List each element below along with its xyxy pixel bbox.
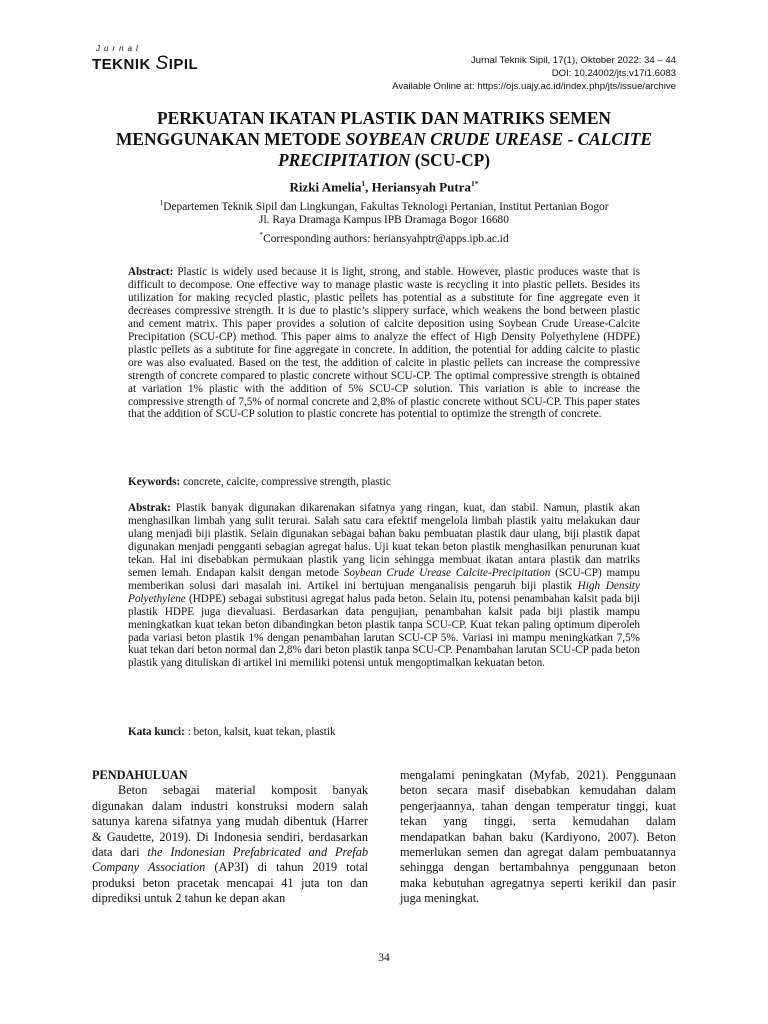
- intro-paragraph: Beton sebagai material komposit banyak digunakan dalam industri konstruksi modern salah satunya karena sifatnya yang mudah dibentuk (Harrer & Gaudette, 2019). Di Indonesia sendiri, berdasarkan data dari the Indonesian Prefabricated and Prefab Company Association (AP3I) di tahun 2019 total produksi beton pracetak mencapai 41 juta ton dan diprediksi untuk 2 tahun ke depan akan: [92, 783, 369, 906]
- citation-line: Jurnal Teknik Sipil, 17(1), Oktober 2022: 34 – 44: [470, 55, 676, 66]
- journal-header: [392, 54, 676, 93]
- page-number: 34: [378, 952, 390, 964]
- corresponding-email: Corresponding authors: heriansyahptr@apps.ipb.ac.id: [263, 232, 509, 245]
- author-1: Rizki Amelia: [289, 179, 362, 195]
- intro-right-column: mengalami peningkatan (Myfab, 2021). Penggunaan beton secara masif disebabkan kemudahan dalam pengerjaannya, tahan dengan temperatur tinggi, kuat tekan yang tinggi, serta kemudahan dalam mendapatkan bahan baku (Kardiyono, 2007). Beton memerlukan semen dan agregat dalam pembuatannya sehingga dengan bertambahnya penggunaan beton maka kebutuhan agregatnya seperti kerikil dan pasir juga meningkat.: [400, 768, 676, 906]
- paper-title: PERKUATAN IKATAN PLASTIK DAN MATRIKS SEMEN MENGGUNAKAN METODE SOYBEAN CRUDE UREASE - CALCITE PRECIPITATION (SCU-CP): [116, 108, 652, 170]
- section-heading: PENDAHULUAN: [92, 768, 188, 782]
- logo-main-text: TEKNIK SIPIL: [92, 53, 199, 74]
- author-list: Rizki Amelia$^1$, Heriansyah Putra$^{1*}$: [289, 179, 479, 195]
- abstract-english: Abstract: Plastic is widely used because it is light, strong, and stable. However, plastic produces waste that is difficult to decompose. One effective way to manage plastic waste is recycling it into plastic pellets. Besides its utilization for making recycled plastic, plastic pellets has potential as a substitute for fine aggregate even it decreases compressive strength. It is due to plastic’s slippery surface, which weakens the bond between plastic and cement matrix. This paper provides a solution of calcite deposition using Soybean Crude Urease-Calcite Precipitation (SCU-CP) method. This paper aims to analyze the effect of High Density Polyethylene (HDPE) plastic pellets as a subtitute for fine aggregate in concrete. In addition, the potential for adding calcite to plastic ore was also evaluated. Based on the test, the addition of calcite in plastic pellets can increase the compressive strength of concrete compared to plastic concrete without SCU-CP. The optimal compressive strength is obtained at variation 1% plastic with the addition of 5% SCU-CP solution. This variation is able to increase the compressive strength of 7,5% of normal concrete and 2,8% of plastic concrete without SCU-CP. This paper states that the addition of SCU-CP solution to plastic concrete has potential to optimize the strength of concrete.: [128, 266, 640, 421]
- availability-line: Available Online at: https://ojs.uajy.ac.id/index.php/jts/issue/archive: [392, 81, 676, 92]
- author-2: Heriansyah Putra: [371, 179, 471, 195]
- affiliation: $^1$Departemen Teknik Sipil dan Lingkungan, Fakultas Teknologi Pertanian, Institut Pertanian Bogor Jl. Raya Dramaga Kampus IPB Dramaga Bogor 16680 *Corresponding authors: heriansyahptr@apps.ipb.ac.id: [159, 198, 609, 245]
- logo-small-text: Jurnal: [96, 44, 142, 53]
- keywords-english: Keywords: concrete, calcite, compressive strength, plastic: [128, 476, 391, 488]
- doi-line: DOI: 10.24002/jts.v17i1.6083: [551, 68, 676, 79]
- abstract-indonesian: Abstrak: Plastik banyak digunakan dikarenakan sifatnya yang ringan, kuat, dan stabil. Namun, plastik akan menghasilkan limbah yang sulit terurai. Salah satu cara efektif mengelola limbah plastik yaitu melakukan daur ulang menjadi biji plastik. Selain digunakan sebagai bahan baku pembuatan plastik daur ulang, biji plastik dapat digunakan menjadi pengganti sebagian agregat halus. Uji kuat tekan beton plastik menghasilkan penurunan kuat tekan. Hal ini disebabkan permukaan plastik yang licin sehingga membuat ikatan antara plastik dan matriks semen lemah. Endapan kalsit dengan metode Soybean Crude Urease Calcite-Precipitation (SCU-CP) mampu memberikan solusi dari masalah ini. Artikel ini bertujuan menganalisis pengaruh biji plastik High Density Polyethylene (HDPE) sebagai substitusi agregat halus pada beton. Selain itu, potensi penambahan kalsit pada biji plastik HDPE juga dievaluasi. Berdasarkan data pengujian, penambahan kalsit pada biji plastik mampu meningkatkan kuat tekan beton dibandingkan beton plastik tanpa SCU-CP. Kuat tekan paling optimum diperoleh pada variasi beton plastik 1% dengan penambahan larutan SCU-CP 5%. Variasi ini mampu meningkatkan 7,5% kuat tekan dari beton normal dan 2,8% dari beton plastik tanpa SCU-CP. Penambahan larutan SCU-CP pada beton plastik yang dituliskan di artikel ini memiliki potensi untuk mengoptimalkan kekuatan beton.: [128, 502, 641, 670]
- intro-left-column: [92, 768, 368, 907]
- keywords-indonesian: Kata kunci: : beton, kalsit, kuat tekan, plastik: [128, 726, 336, 738]
